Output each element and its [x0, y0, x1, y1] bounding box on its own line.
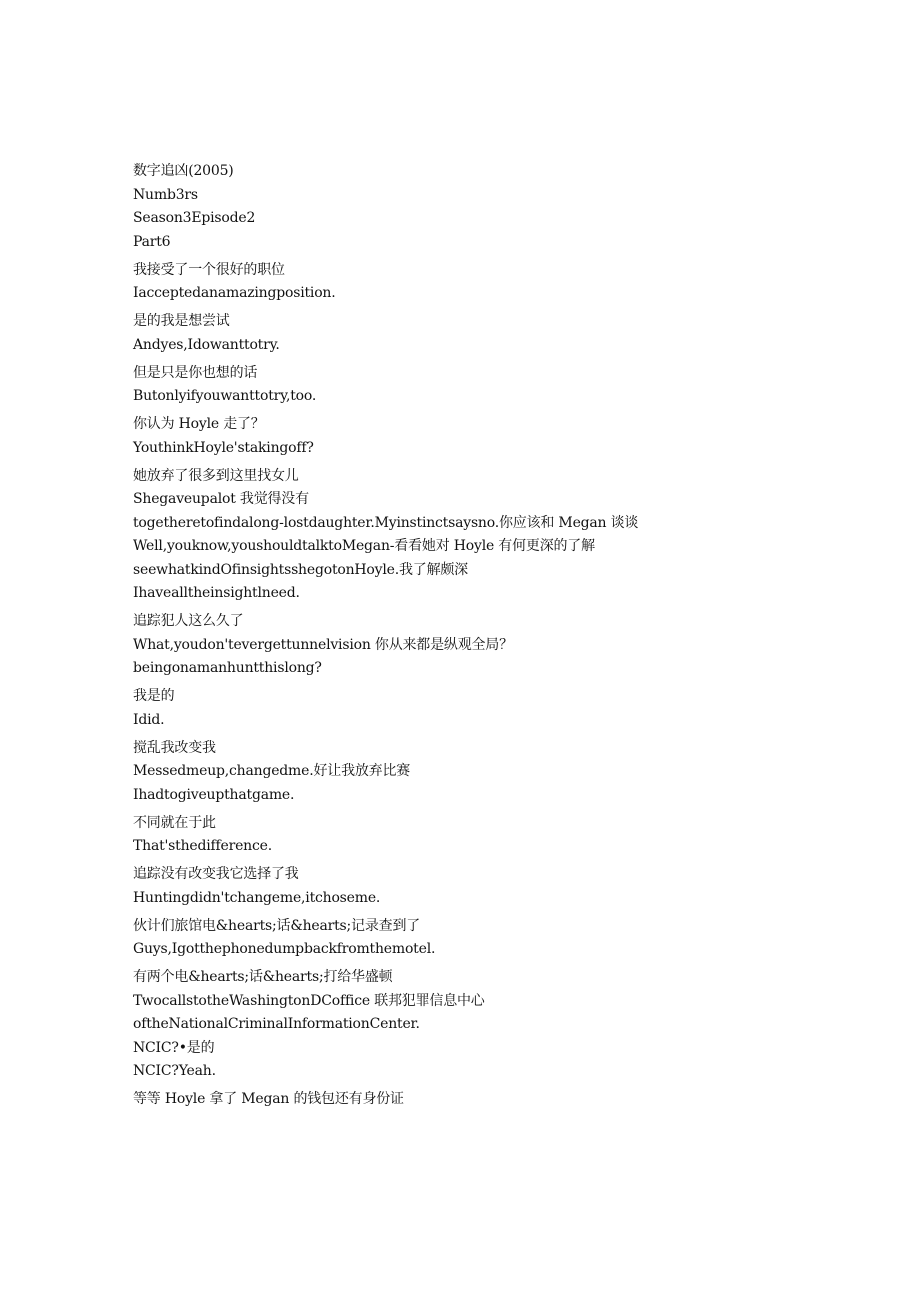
transcript-line: Messedmeup,changedme.好让我放弃比赛 — [133, 763, 411, 779]
transcript-line: Iacceptedanamazingposition. — [133, 285, 336, 301]
transcript-line: Season3Episode2 — [133, 210, 256, 226]
transcript-line: 等等 Hoyle 拿了 Megan 的钱包还有身份证 — [133, 1091, 404, 1107]
transcript-line: Idid. — [133, 711, 165, 728]
transcript-line: What,youdon'tevergettunnelvision 你从来都是纵观全局？ — [133, 636, 513, 653]
transcript-line: 她放弃了很多到这里找女儿 — [133, 467, 299, 484]
transcript-line: Numb3rs — [133, 186, 198, 203]
transcript-line: 数字追凶(2005) — [133, 163, 234, 179]
transcript-line: 你认为 Hoyle 走了？ — [133, 416, 265, 432]
transcript-line: Shegaveupalot 我觉得没有 — [133, 491, 309, 507]
transcript-line: Part6 — [133, 233, 171, 250]
transcript-line: 伙计们旅馆电&hearts;话&hearts;记录查到了 — [133, 917, 421, 934]
transcript-line: Andyes,Idowanttotry. — [133, 336, 280, 353]
transcript-line: YouthinkHoyle'stakingoff? — [133, 439, 314, 456]
transcript-line: Guys,Igotthephonedumpbackfromthemotel. — [133, 941, 436, 957]
transcript-line: Butonlyifyouwanttotry,too. — [133, 388, 317, 404]
transcript-line: Huntingdidn'tchangeme,itchoseme. — [133, 889, 381, 906]
transcript-line: oftheNationalCriminalInformationCenter. — [133, 1016, 420, 1032]
transcript-line: NCIC?•是的 — [133, 1039, 215, 1056]
transcript-line: beingonamanhuntthislong? — [133, 660, 322, 676]
transcript-line: 我接受了一个很好的职位 — [133, 261, 285, 278]
transcript-line: 追踪没有改变我它选择了我 — [133, 866, 299, 882]
transcript-line: seewhatkindOfinsightsshegotonHoyle.我了解颇深 — [133, 561, 468, 578]
transcript-line: Ihavealltheinsightlneed. — [133, 585, 300, 601]
transcript-line: togetheretofindalong-lostdaughter.Myinstinctsaysno.你应该和 Megan 谈谈 — [133, 514, 639, 531]
transcript-line: Ihadtogiveupthatgame. — [133, 786, 295, 803]
transcript-body — [133, 160, 893, 1112]
transcript-line: 有两个电&hearts;话&hearts;打给华盛顿 — [133, 969, 393, 985]
transcript-line: 但是只是你也想的话 — [133, 364, 258, 381]
transcript-line: 是的我是想尝试 — [133, 313, 230, 329]
transcript-line: NCIC?Yeah. — [133, 1063, 216, 1079]
transcript-line: 我是的 — [133, 688, 175, 704]
transcript-line: TwocallstotheWashingtonDCoffice 联邦犯罪信息中心 — [133, 992, 485, 1009]
transcript-line: 不同就在于此 — [133, 814, 216, 831]
transcript-line: 搅乱我改变我 — [133, 739, 216, 756]
transcript-line: Well,youknow,youshouldtalktoMegan-看看她对 Hoyle 有何更深的了解 — [133, 538, 595, 554]
transcript-line: That'sthedifference. — [133, 838, 272, 854]
transcript-line: 追踪犯人这么久了 — [133, 613, 244, 629]
